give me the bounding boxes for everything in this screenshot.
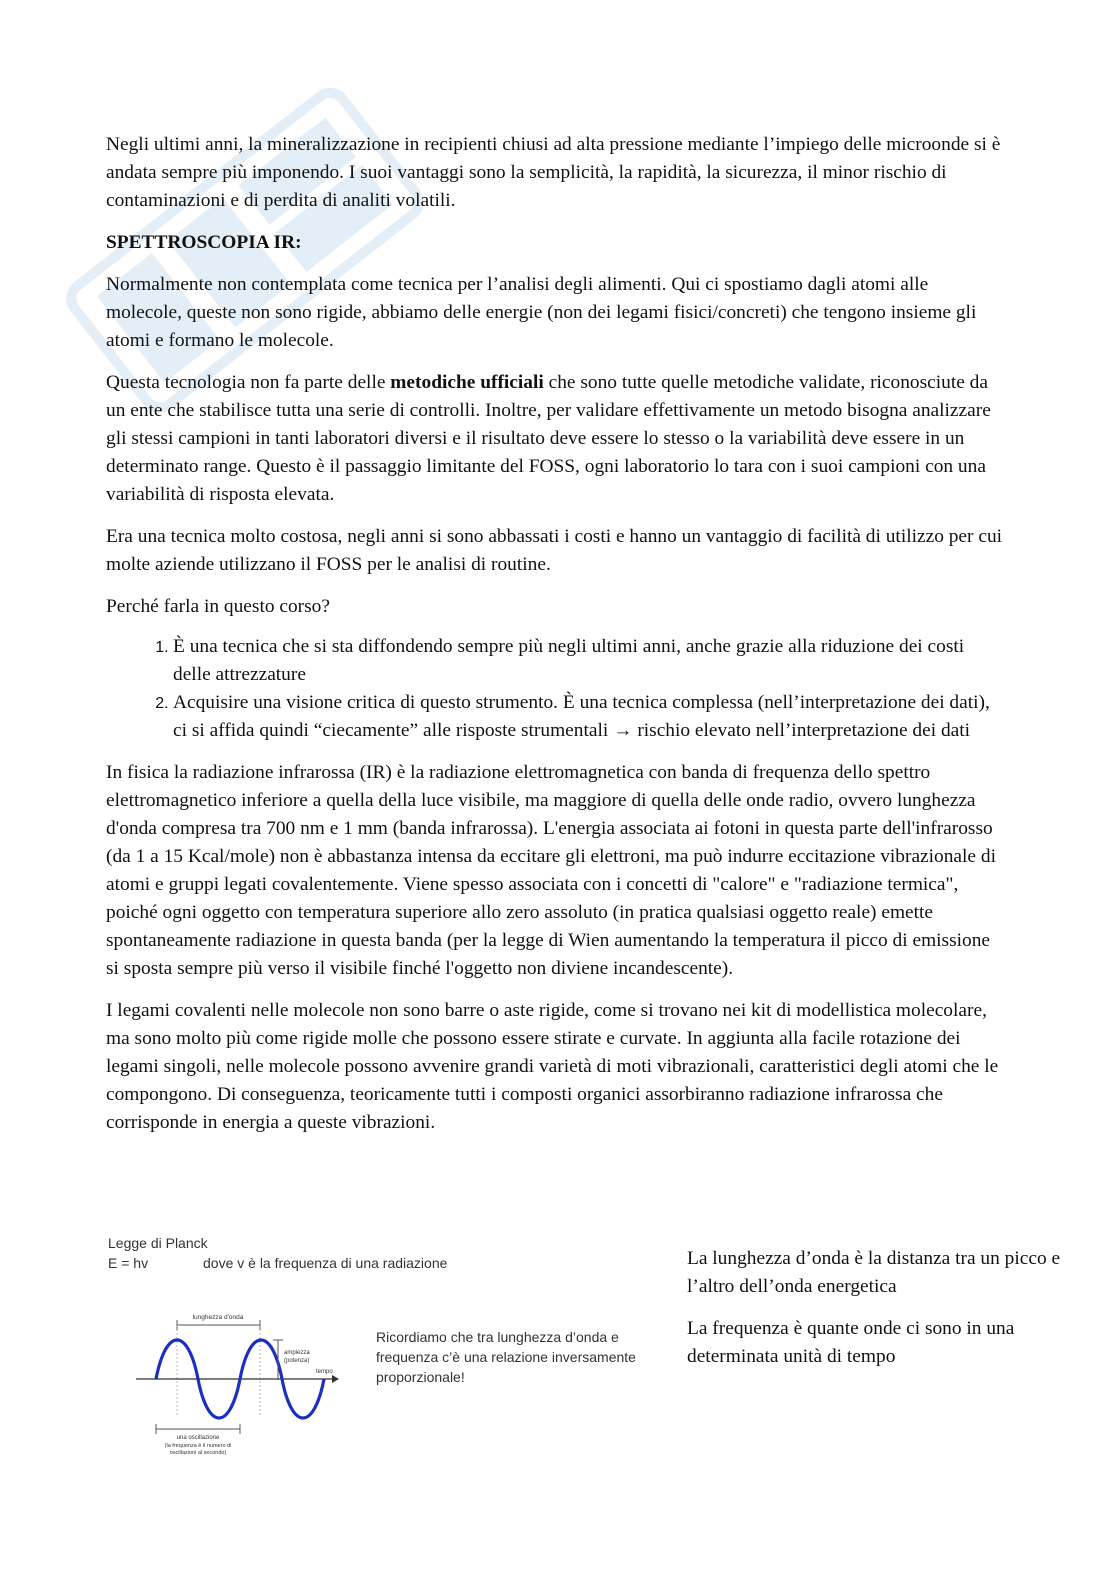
paragraph-covalent-bonds: I legami covalenti nelle molecole non sono barre o aste rigide, come si trovano nei kit di modellistica molecolare, ma sono molto più come rigide molle che possono essere stirate e curvate. In aggiunta alla facile rotazione dei legami singoli, nelle molecole possono avvenire grandi varietà di moti vibrazionali, caratteristici degli atomi che le compongono. Di conseguenza, teoricamente tutti i composti organici assorbiranno radiazione infrarossa che corrisponde in energia a queste vibrazioni. bbox=[106, 1000, 999, 1133]
oscillation-sub-label: (la frequenza è il numero di bbox=[164, 1443, 232, 1449]
bold-term: metodiche ufficiali bbox=[390, 372, 544, 393]
formula-note: dove v è la frequenza di una radiazione bbox=[203, 1255, 448, 1271]
paragraph-ir-physics: In fisica la radiazione infrarossa (IR) è la radiazione elettromagnetica con banda di frequenza dello spettro elettromagnetico inferiore a quella della luce visibile, ma maggiore di quella delle onde radio, ovvero lunghezza d'onda compresa tra 700 nm e 1 mm (banda infrarossa). L'energia associata ai fotoni in questa parte dell'infrarosso (da 1 a 15 Kcal/mole) non è abbastanza intensa da eccitare gli elettroni, ma può indurre eccitazione vibrazionale di atomi e gruppi legati covalentemente. Viene spesso associata con i concetti di "calore" e "radiazione termica", poiché ogni oggetto con temperatura superiore allo zero assoluto (in pratica qualsiasi oggetto reale) emette spontaneamente radiazione in questa banda (per la legge di Wien aumentando la temperatura il picco di emissione si sposta sempre più verso il visibile finché l'oggetto non diviene incandescente). bbox=[106, 762, 996, 979]
section-heading: SPETTROSCOPIA IR: bbox=[106, 232, 302, 253]
paragraph-question: Perché farla in questo corso? bbox=[106, 596, 330, 617]
paragraph-mineralization: Negli ultimi anni, la mineralizzazione in recipienti chiusi ad alta pressione mediante l’impiego delle microonde si è andata sempre più imponendo. I suoi vantaggi sono la semplicità, la rapidità, la sicurezza, il minor rischio di contaminazioni e di perdita di analiti volatili. bbox=[106, 134, 1001, 211]
wavelength-marker bbox=[177, 1314, 260, 1417]
oscillation-marker bbox=[156, 1424, 240, 1456]
reasons-list bbox=[106, 633, 1006, 745]
relation-note: Ricordiamo che tra lunghezza d’onda e frequenza c’è una relazione inversamente proporzionale! bbox=[376, 1329, 636, 1385]
oscillation-label: una oscillazione bbox=[176, 1435, 220, 1441]
sine-wave-diagram bbox=[132, 1307, 347, 1462]
wavelength-definition: La lunghezza d’onda è la distanza tra un picco e l’altro dell’onda energetica bbox=[687, 1248, 1061, 1297]
side-notes bbox=[687, 1245, 1067, 1385]
paragraph-intro: Normalmente non contemplata come tecnica per l’analisi degli alimenti. Qui ci spostiamo dagli atomi alle molecole, queste non sono rigide, abbiamo delle energie (non dei legami fisici/concreti) che tengono insieme gli atomi e formano le molecole. bbox=[106, 274, 977, 351]
list-item: 1. È una tecnica che si sta diffondendo sempre più negli ultimi anni, anche grazie alla riduzione dei costi delle attrezzature bbox=[173, 633, 1006, 689]
wavelength-label: lunghezza d'onda bbox=[192, 1314, 244, 1321]
planck-figure bbox=[106, 1232, 666, 1462]
axis-arrow-icon bbox=[332, 1375, 339, 1383]
figure-title: Legge di Planck bbox=[108, 1235, 208, 1251]
paragraph-text: Questa tecnologia non fa parte delle bbox=[106, 372, 391, 393]
time-label: tempo bbox=[316, 1369, 333, 1375]
main-text bbox=[106, 131, 1006, 1151]
amplitude-sub-label: (potenza) bbox=[284, 1358, 310, 1364]
paragraph-text: che sono tutte quelle metodiche validate, riconosciute da un ente che stabilisce tutta una serie di controlli. Inoltre, per validare effettivamente un metodo bisogna analizzare gli stessi campioni in tanti laboratori diversi e il risultato deve essere lo stesso o la variabilità deve essere in un determinato range. Questo è il passaggio limitante del FOSS, ogni laboratorio lo tara con i suoi campioni con una variabilità di risposta elevata. bbox=[106, 372, 991, 505]
frequency-definition: La frequenza è quante onde ci sono in una determinata unità di tempo bbox=[687, 1318, 1015, 1367]
list-item: 2. Acquisire una visione critica di questo strumento. È una tecnica complessa (nell’interpretazione dei dati), ci si affida quindi “ciecamente” alle risposte strumentali → rischio elevato nell’interpretazione dei dati bbox=[173, 689, 1006, 745]
paragraph-cost: Era una tecnica molto costosa, negli anni si sono abbassati i costi e hanno un vantaggio di facilità di utilizzo per cui molte aziende utilizzano il FOSS per le analisi di routine. bbox=[106, 526, 1003, 575]
amplitude-label: ampiezza bbox=[284, 1350, 310, 1356]
paragraph-official-methods bbox=[106, 369, 1006, 509]
planck-formula: E = hv bbox=[108, 1255, 149, 1271]
oscillation-sub-label: oscillazioni al secondo) bbox=[169, 1450, 227, 1456]
